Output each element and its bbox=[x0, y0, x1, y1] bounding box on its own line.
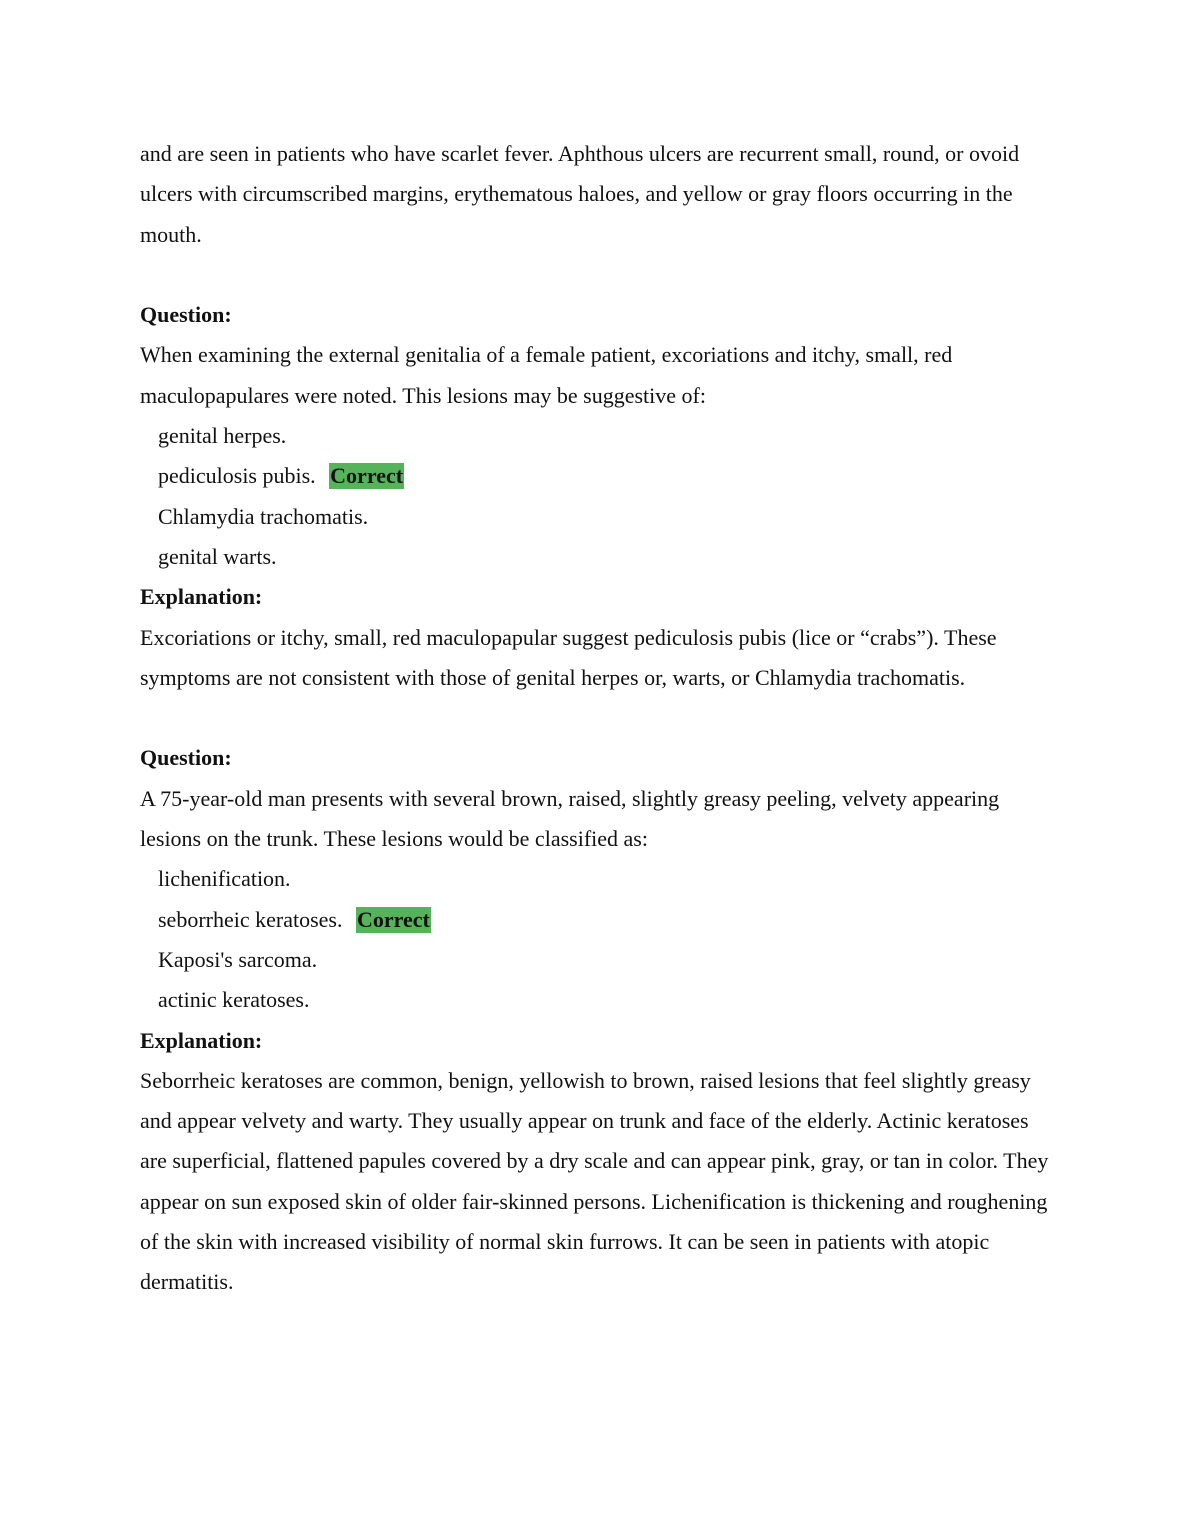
document-page bbox=[140, 134, 1060, 1303]
option-text: actinic keratoses. bbox=[158, 987, 310, 1013]
answer-options bbox=[140, 859, 1060, 1020]
answer-option bbox=[140, 456, 1060, 496]
correct-badge: Correct bbox=[330, 463, 404, 489]
explanation-text: Seborrheic keratoses are common, benign, yellowish to brown, raised lesions that feel slightly greasy and appear velvety and warty. They usually appear on trunk and face of the elderly. Actinic keratoses are superficial, flattened papules covered by a dry scale and can appear pink, gray, or tan in color. They appear on sun exposed skin of older fair-skinned persons. Lichenification is thickening and roughening of the skin with increased visibility of normal skin furrows. It can be seen in patients with atopic dermatitis. bbox=[140, 1067, 1049, 1295]
answer-option bbox=[140, 416, 1060, 456]
question-text: A 75-year-old man presents with several brown, raised, slightly greasy peeling, velvety appearing lesions on the trunk. These lesions would be classified as: bbox=[140, 785, 1000, 852]
option-text: pediculosis pubis. bbox=[158, 463, 316, 489]
option-text: genital herpes. bbox=[158, 423, 287, 449]
intro-paragraph: and are seen in patients who have scarlet fever. Aphthous ulcers are recurrent small, round, or ovoid ulcers with circumscribed margins, erythematous haloes, and yellow or gray floors occurring in the mouth. bbox=[140, 141, 1020, 247]
explanation-text: Excoriations or itchy, small, red maculopapular suggest pediculosis pubis (lice or “crabs”). These symptoms are not consistent with those of genital herpes or, warts, or Chlamydia trachomatis. bbox=[140, 624, 997, 690]
question-block-2 bbox=[140, 738, 1060, 1302]
option-text: Chlamydia trachomatis. bbox=[158, 503, 369, 529]
answer-option bbox=[140, 940, 1060, 980]
spacer bbox=[140, 698, 1060, 738]
answer-option bbox=[140, 900, 1060, 940]
answer-option bbox=[140, 980, 1060, 1020]
answer-option bbox=[140, 859, 1060, 899]
option-text: genital warts. bbox=[158, 543, 277, 569]
option-text: Kaposi's sarcoma. bbox=[158, 946, 318, 972]
answer-option bbox=[140, 497, 1060, 537]
question-heading: Question: bbox=[140, 302, 232, 328]
option-text: seborrheic keratoses. bbox=[158, 906, 343, 932]
spacer bbox=[140, 255, 1060, 295]
correct-badge: Correct bbox=[356, 906, 430, 932]
option-text: lichenification. bbox=[158, 866, 291, 892]
explanation-heading: Explanation: bbox=[140, 584, 263, 610]
explanation-heading: Explanation: bbox=[140, 1027, 263, 1053]
answer-option bbox=[140, 537, 1060, 577]
question-text: When examining the external genitalia of a female patient, excoriations and itchy, small, red maculopapulares were noted. This lesions may be suggestive of: bbox=[140, 342, 953, 408]
answer-options bbox=[140, 416, 1060, 577]
question-heading: Question: bbox=[140, 745, 232, 771]
question-block-1 bbox=[140, 295, 1060, 698]
